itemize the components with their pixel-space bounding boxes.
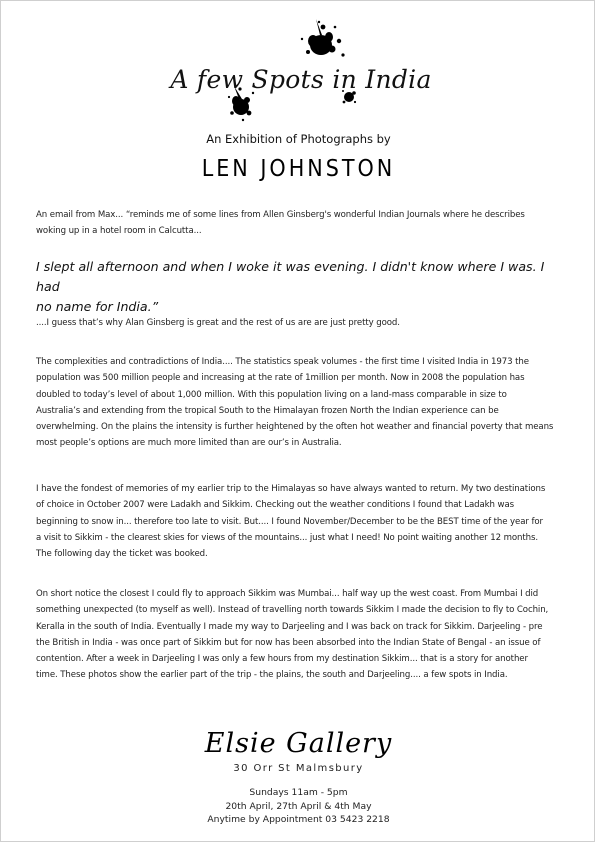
journey-paragraph — [36, 586, 562, 684]
quote-line: no name for India.” — [36, 299, 159, 314]
himalayas-paragraph — [36, 481, 562, 562]
remark-paragraph — [36, 315, 562, 331]
intro-line: woking up in a hotel room in Calcutta... — [36, 226, 202, 237]
paragraph-line: The complexities and contradictions of India.... The statistics speak volumes - the first time I visited India in 1973 the — [36, 357, 529, 367]
exhibition-title: A few Spots in India — [170, 65, 432, 94]
hours-line: Sundays 11am - 5pm — [249, 787, 348, 798]
paragraph-line: contention. After a week in Darjeeling I was only a few hours from my destination Sikkim... that is a story for another — [36, 654, 528, 665]
intro-line: An email from Max... “reminds me of some lines from Allen Ginsberg's wonderful Indian Journals where he describes — [36, 210, 525, 220]
opening-hours — [1, 786, 595, 827]
paragraph-line: something unexpected (to myself as well). Instead of travelling north towards Sikkim I made the decision to fly to Cochin, — [36, 605, 549, 616]
paragraph-line: beginning to snow in... therefore too late to visit. But.... I found November/December to be the BEST time of the year for — [36, 516, 543, 527]
intro-paragraph — [36, 207, 562, 240]
paragraph-line: time. These photos show the earlier part of the trip - the plains, the south and Darjeeling.... a few spots in India. — [36, 670, 508, 681]
hours-line: Anytime by Appointment 03 5423 2218 — [207, 814, 390, 826]
paragraph-line: most people’s options are much more limited than are our’s in Australia. — [36, 438, 342, 449]
paragraph-line: of choice in October 2007 were Ladakh and Sikkim. Checking out the weather conditions I found that Ladakh was — [36, 500, 515, 511]
gallery-name: Elsie Gallery — [204, 728, 393, 759]
hours-line: 20th April, 27th April & 4th May — [225, 800, 372, 812]
quote-line: I slept all afternoon and when I woke it was evening. I didn't know where I was. I had — [36, 259, 545, 294]
paragraph-line: population was 500 million people and increasing at the rate of 1million per month. Now in 2008 the population has — [36, 373, 525, 384]
paragraph-line: a visit to Sikkim - the clearest skies for views of the mountains... just what I need! No point waiting another 12 months. — [36, 532, 538, 543]
paragraph-line: the British in India - was once part of Sikkim but for now has been absorbed into the Indian State of Bengal - an issue of — [36, 637, 541, 648]
paragraph-line: Australia’s and extending from the tropical South to the Himalayan frozen North the Indian experience can be — [36, 405, 499, 416]
gallery-address: 30 Orr St Malmsbury — [233, 763, 364, 774]
ginsberg-quote — [36, 257, 566, 317]
paragraph-line: I have the fondest of memories of my earlier trip to the Himalayas so have always wanted to return. My two destinations — [36, 484, 546, 494]
artist-name: LEN JOHNSTON — [201, 156, 396, 182]
paragraph-line: Keralla in the south of India. Eventually I made my way to Darjeeling and I was back on track for Sikkim. Darjeeling - pre — [36, 621, 543, 632]
exhibition-subtitle: An Exhibition of Photographs by — [206, 132, 391, 146]
population-paragraph — [36, 354, 562, 452]
paragraph-line: The following day the ticket was booked. — [36, 549, 208, 560]
remark-line: ....I guess that’s why Alan Ginsberg is great and the rest of us are are just pretty good. — [36, 318, 400, 328]
title-block — [151, 19, 451, 119]
paragraph-line: doubled to today’s level of about 1,000 million. With this population living on a land-mass comparable in size to — [36, 389, 507, 400]
ink-splat-top — [299, 19, 351, 65]
paragraph-line: overwhelming. On the plains the intensity is further heightened by the often hot weather and financial poverty that means — [36, 422, 554, 433]
paragraph-line: On short notice the closest I could fly to approach Sikkim was Mumbai... half way up the west coast. From Mumbai I did — [36, 589, 539, 599]
